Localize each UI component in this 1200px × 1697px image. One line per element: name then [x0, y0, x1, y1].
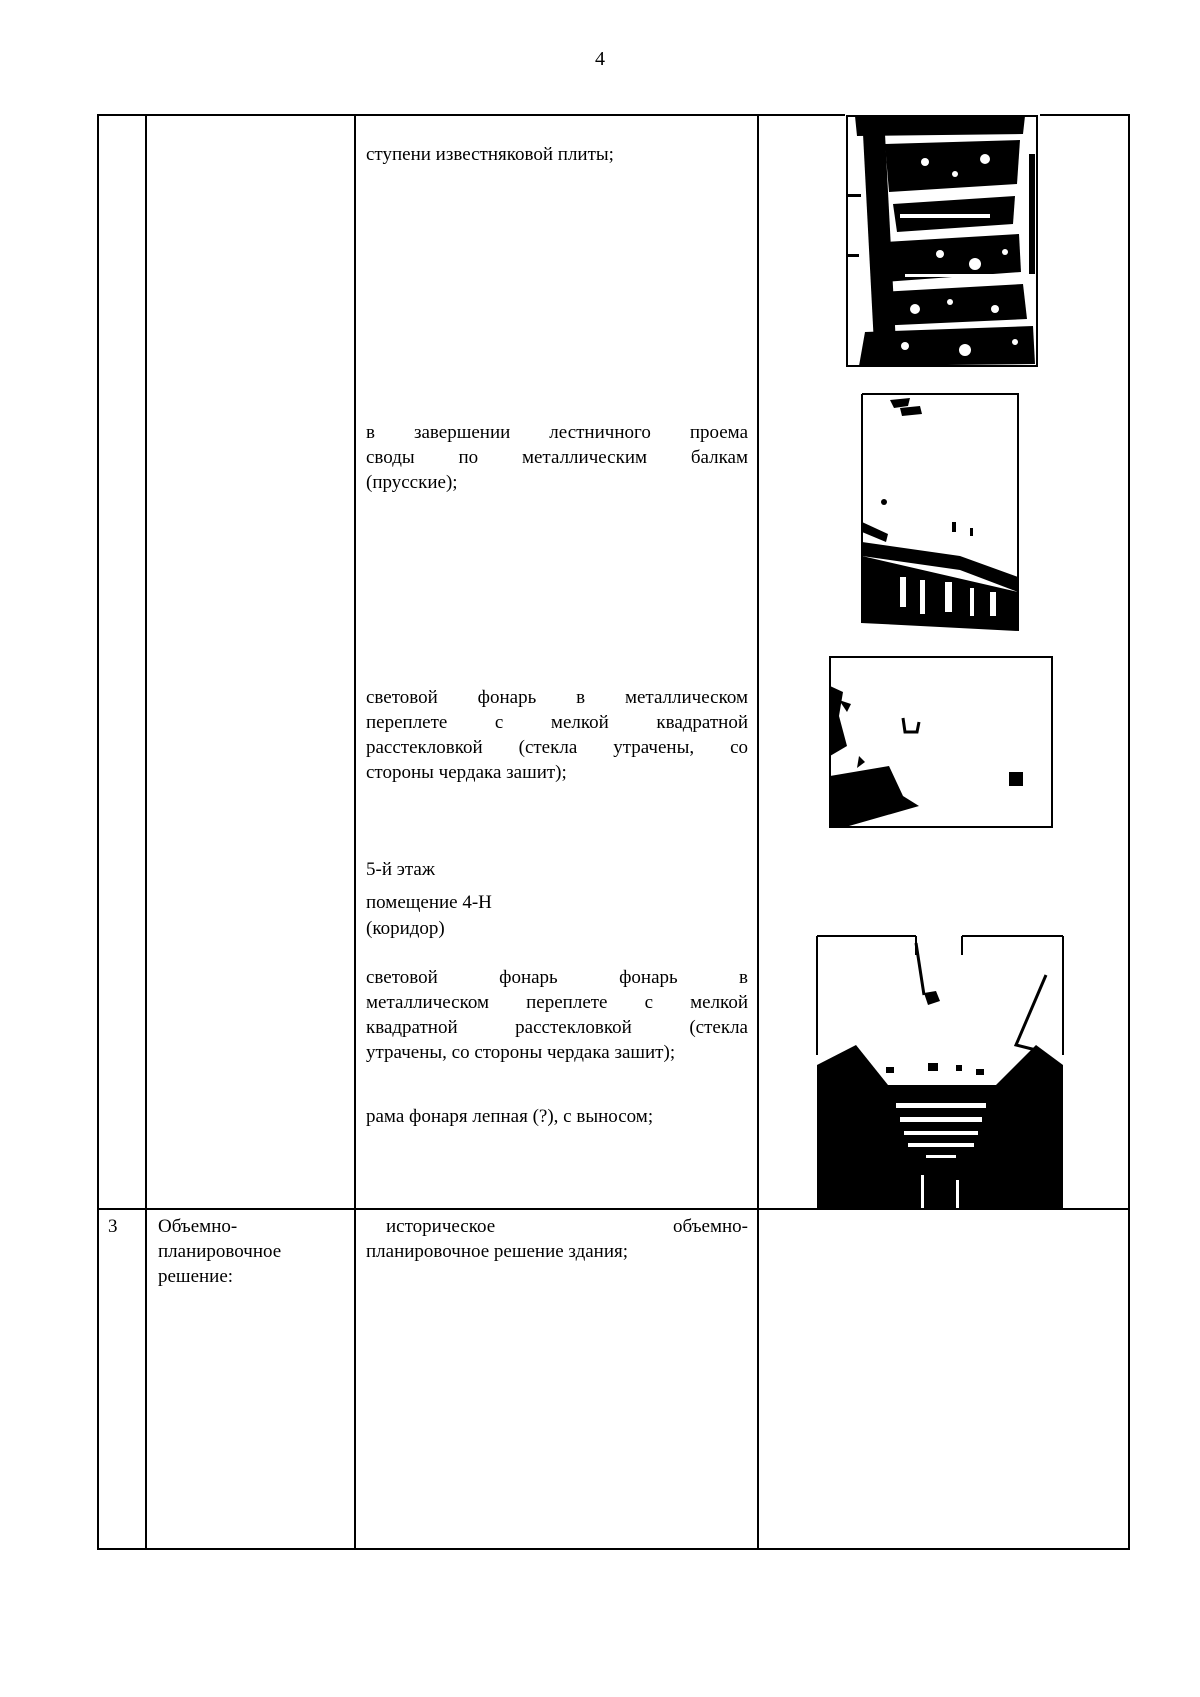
page-number: 4 — [595, 48, 605, 70]
row-title-line: Объемно- — [158, 1216, 238, 1237]
column-divider — [145, 114, 147, 1550]
column-divider — [757, 114, 759, 1550]
photo-limestone-steps — [845, 114, 1040, 368]
item-line: своды по металлическим балкам — [366, 447, 748, 468]
item-skylight-frame: рама фонаря лепная (?), с выносом; — [366, 1106, 654, 1127]
photo-skylight-corridor — [816, 935, 1064, 1208]
row-divider — [97, 1208, 1130, 1210]
item-line: (прусские); — [366, 472, 458, 493]
room-heading: помещение 4-Н — [366, 892, 492, 913]
row-title-line: решение: — [158, 1266, 234, 1287]
item-line: световой фонарь фонарь в — [366, 967, 748, 988]
row-description-line: историческое объемно- — [386, 1216, 748, 1237]
row-number: 3 — [108, 1216, 118, 1237]
room-note: (коридор) — [366, 918, 445, 939]
photo-skylight-4th-floor — [829, 656, 1053, 828]
item-line: утрачены, со стороны чердака зашит); — [366, 1042, 676, 1063]
table-right-border — [1128, 114, 1130, 1550]
row-description-line: планировочное решение здания; — [366, 1241, 629, 1262]
table-left-border — [97, 114, 99, 1550]
item-line: расстекловкой (стекла утрачены, со — [366, 737, 748, 758]
item-limestone-steps: ступени известняковой плиты; — [366, 144, 614, 165]
item-line: металлическом переплете с мелкой — [366, 992, 748, 1013]
item-line: световой фонарь в металлическом — [366, 687, 748, 708]
item-line: стороны чердака зашит); — [366, 762, 567, 783]
item-line: в завершении лестничного проема — [366, 422, 748, 443]
item-line: квадратной расстекловкой (стекла — [366, 1017, 748, 1038]
photo-prussian-vaults — [860, 392, 1020, 632]
table-bottom-border — [97, 1548, 1130, 1550]
row-title-line: планировочное — [158, 1241, 282, 1262]
floor-heading: 5-й этаж — [366, 859, 435, 880]
item-line: переплете с мелкой квадратной — [366, 712, 748, 733]
column-divider — [354, 114, 356, 1550]
